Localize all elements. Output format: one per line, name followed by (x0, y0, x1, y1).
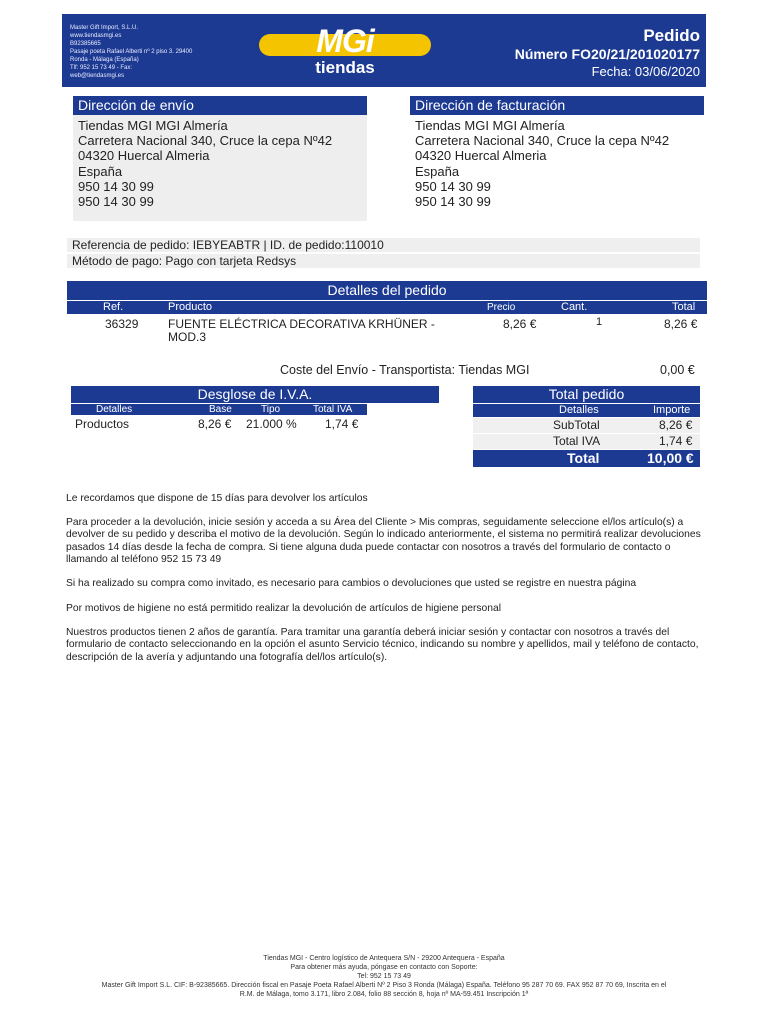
mgi-logo (259, 22, 431, 80)
totals-col-amount: Importe (653, 404, 691, 416)
company-line: www.tiendasmgi.es (70, 33, 122, 39)
iva-header-row (71, 404, 367, 415)
logo-subtitle: tiendas (315, 58, 375, 77)
company-line: Ronda - Málaga (España) (70, 57, 139, 63)
footer-line: Tiendas MGI - Centro logístico de Antequera S/N - 29200 Antequera - España (263, 955, 505, 962)
page-footer (60, 954, 708, 999)
footer-line: Para obtener más ayuda, póngase en contacto con Soporte: (290, 964, 478, 971)
shipping-cost-value: 0,00 € (660, 363, 695, 377)
item-qty: 1 (596, 316, 603, 328)
subtotal-label: SubTotal (553, 418, 600, 432)
page-title: Pedido (643, 26, 700, 45)
col-price: Precio (487, 302, 516, 313)
iva-total-value: 1,74 € (659, 434, 693, 448)
col-ref: Ref. (103, 301, 124, 313)
footer-line: Tel: 952 15 73 49 (357, 973, 411, 980)
iva-total-row (473, 434, 700, 449)
billing-address-title: Dirección de facturación (410, 96, 704, 115)
item-total: 8,26 € (664, 317, 698, 331)
totals-header-row (473, 404, 700, 417)
order-date: Fecha: 03/06/2020 (591, 64, 700, 79)
shipping-address-title: Dirección de envío (73, 96, 367, 115)
address-line: Carretera Nacional 340, Cruce la cepa Nº42 (415, 133, 670, 149)
company-line: Master Gift Import, S.L.U. (70, 25, 139, 31)
iva-row-details: Productos (75, 417, 130, 431)
subtotal-row (473, 418, 700, 433)
address-line: España (415, 163, 460, 179)
item-product: FUENTE ELÉCTRICA DECORATIVA KRHÜNER - (168, 317, 435, 331)
address-line: Tiendas MGI MGI Almería (415, 118, 565, 133)
totals-col-details: Detalles (559, 404, 599, 416)
address-line: 950 14 30 99 (78, 178, 154, 194)
address-line: 950 14 30 99 (78, 194, 154, 210)
address-line: Tiendas MGI MGI Almería (78, 118, 228, 133)
order-total-title: Total pedido (473, 386, 700, 403)
col-total: Total (672, 301, 696, 313)
address-line: 04320 Huercal Almeria (78, 148, 210, 164)
item-ref: 36329 (105, 317, 139, 331)
address-line: España (78, 163, 123, 179)
return-procedure-note: Para proceder a la devolución, inicie sesión y acceda a su Área del Cliente > Mis compras, seguidamente seleccione el/los artículo(s) a devolver de su pedido y describa el motivo de la devolución. Según lo indicado anteriormente, el sistema no permitirá realizar devoluciones pasados 14 días desde la fecha de compra. Si tiene alguna duda puede contactar con nosotros a través del formulario de contacto o llamando al teléfono 952 15 73 49 (66, 517, 701, 565)
footer-line: R.M. de Málaga, tomo 3.171, libro 2.084, folio 88 sección 8, hoja nº MA-59.451 Inscripción 1ª (239, 991, 529, 998)
shipping-cost-label: Coste del Envío - Transportista: Tiendas MGI (280, 363, 530, 377)
billing-address (410, 96, 704, 224)
company-line: B92385665 (70, 41, 101, 47)
grand-total-value: 10,00 € (647, 450, 694, 466)
iva-row-base: 8,26 € (198, 417, 232, 431)
subtotal-value: 8,26 € (659, 418, 693, 432)
company-line: Pasaje poeta Rafael Alberti nº 2 piso 3. 29400 (70, 49, 193, 55)
grand-total-label: Total (567, 450, 600, 466)
table-row (67, 318, 707, 348)
shipping-address (73, 96, 367, 224)
address-line: 950 14 30 99 (415, 178, 491, 194)
col-qty: Cant. (561, 301, 588, 313)
payment-method: Método de pago: Pago con tarjeta Redsys (67, 254, 700, 268)
grand-total-row (473, 450, 700, 467)
iva-col-total: Total IVA (313, 404, 353, 415)
order-details-header-row (67, 301, 707, 314)
address-line: Carretera Nacional 340, Cruce la cepa Nº42 (78, 133, 333, 149)
iva-row-total: 1,74 € (325, 417, 359, 431)
table-row (71, 418, 367, 432)
iva-row-type: 21.000 % (246, 417, 297, 431)
address-line: 04320 Huercal Almeria (415, 148, 547, 164)
order-reference: Referencia de pedido: IEBYEABTR | ID. de pedido:110010 (67, 238, 700, 252)
hygiene-note: Por motivos de higiene no está permitido realizar la devolución de artículos de higiene personal (66, 603, 502, 614)
iva-total-label: Total IVA (553, 434, 601, 448)
company-line: Tlf: 952 15 73 49 - Fax: (70, 65, 133, 71)
item-product-cont: MOD.3 (168, 330, 207, 344)
iva-col-type: Tipo (261, 404, 281, 415)
company-info (70, 24, 240, 80)
warranty-note: Nuestros productos tienen 2 años de garantía. Para tramitar una garantía deberá iniciar sesión y contactar con nosotros a través del formulario de contacto seleccionando en la opción el asunto Servicio técnico, indicando su nombre y apellidos, mail y teléfono de contacto, descripción de la avería y adjuntando una fotografía del/los artículo(s). (66, 627, 699, 663)
order-number: Número FO20/21/201020177 (514, 46, 700, 62)
shipping-address-body (73, 115, 367, 221)
company-line: web@tiendasmgi.es (70, 73, 125, 79)
logo-wordmark: MGi (316, 23, 374, 59)
billing-address-body (410, 115, 704, 212)
footer-line: Master Gift Import S.L. CIF: B-92385665. Dirección fiscal en Pasaje Poeta Rafael Alberti Nº 2 Piso 3 Ronda (Málaga) España. Teléfono 95 287 70 69. FAX 952 87 70 69, Inscrita en el (101, 982, 667, 989)
guest-note: Si ha realizado su compra como invitado, es necesario para cambios o devoluciones que usted se registre en nuestra página (66, 578, 637, 589)
address-line: 950 14 30 99 (415, 194, 491, 210)
iva-col-details: Detalles (96, 404, 133, 415)
iva-col-base: Base (209, 404, 232, 415)
order-details-title: Detalles del pedido (67, 281, 707, 300)
item-price: 8,26 € (503, 317, 537, 331)
invoice-header (62, 14, 706, 87)
return-note: Le recordamos que dispone de 15 días para devolver los artículos (66, 493, 368, 504)
col-product: Producto (168, 301, 213, 313)
iva-breakdown-title: Desglose de I.V.A. (71, 386, 439, 403)
